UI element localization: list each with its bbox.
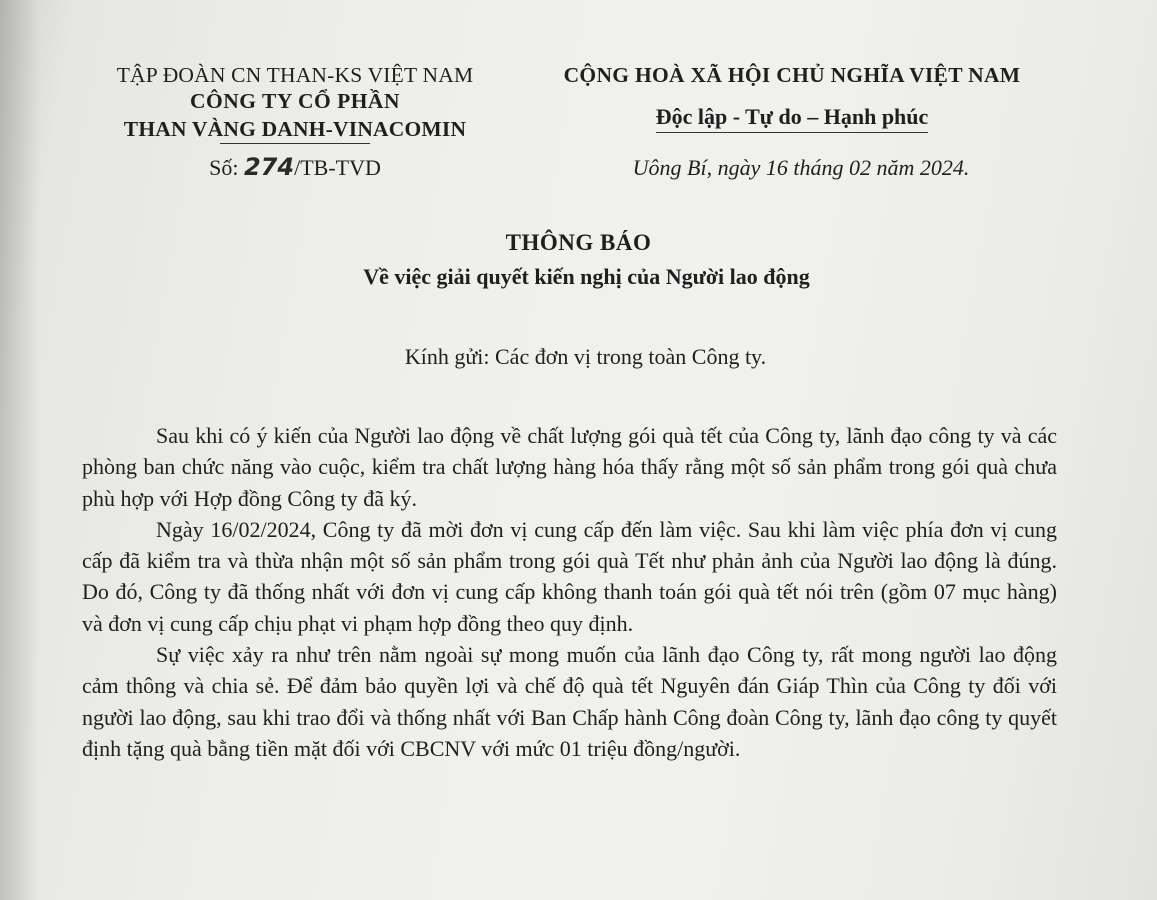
recipient-line: Kính gửi: Các đơn vị trong toàn Công ty. xyxy=(404,344,767,369)
body-paragraph: Ngày 16/02/2024, Công ty đã mời đơn vị cung cấp đến làm việc. Sau khi làm việc phía đơn vị cung cấp đã kiểm tra và thừa nhận một số sản phẩm trong gói quà Tết như phản ảnh của Người lao động là đúng. Do đó, Công ty đã thống nhất với đơn vị cung cấp không thanh toán gói quà tết nói trên (gồm 07 mục hàng) và đơn vị cung cấp chịu phạt vi phạm hợp đồng theo quy định. xyxy=(82,516,1057,636)
document-body xyxy=(82,420,1057,764)
national-motto: Độc lập - Tự do – Hạnh phúc xyxy=(656,102,929,133)
company-name-line1: CÔNG TY CỔ PHẦN xyxy=(190,89,400,113)
issuer-header xyxy=(60,62,530,183)
document-subtitle: Về việc giải quyết kiến nghị của Người lao động xyxy=(363,264,810,289)
document-number-suffix: /TB-TVD xyxy=(294,155,381,180)
document-number-prefix: Số: xyxy=(209,155,244,180)
national-header xyxy=(532,62,1052,183)
body-paragraph: Sau khi có ý kiến của Người lao động về chất lượng gói quà tết của Công ty, lãnh đạo công ty và các phòng ban chức năng vào cuộc, kiểm tra chất lượng hàng hóa thấy rằng một số sản phẩm trong gói quà chưa phù hợp với Hợp đồng Công ty đã ký. xyxy=(82,423,1057,511)
page-edge-shadow xyxy=(0,0,40,900)
nation-name: CỘNG HOÀ XÃ HỘI CHỦ NGHĨA VIỆT NAM xyxy=(563,63,1021,87)
header-divider xyxy=(220,143,370,144)
body-paragraph: Sự việc xảy ra như trên nằm ngoài sự mong muốn của lãnh đạo Công ty, rất mong người lao động cảm thông và chia sẻ. Để đảm bảo quyền lợi và chế độ quà tết Nguyên đán Giáp Thìn của Công ty đối với người lao động, sau khi trao đổi và thống nhất với Ban Chấp hành Công đoàn Công ty, lãnh đạo công ty quyết định tặng quà bằng tiền mặt đối với CBCNV với mức 01 triệu đồng/người. xyxy=(82,642,1057,761)
document-number xyxy=(60,152,530,183)
parent-organization: TẬP ĐOÀN CN THAN-KS VIỆT NAM xyxy=(116,63,474,87)
place-and-date: Uông Bí, ngày 16 tháng 02 năm 2024. xyxy=(632,155,970,180)
document-title: THÔNG BÁO xyxy=(505,230,652,255)
document-number-handwritten: 274 xyxy=(243,153,295,181)
company-name-line2: THAN VÀNG DANH-VINACOMIN xyxy=(123,117,467,141)
